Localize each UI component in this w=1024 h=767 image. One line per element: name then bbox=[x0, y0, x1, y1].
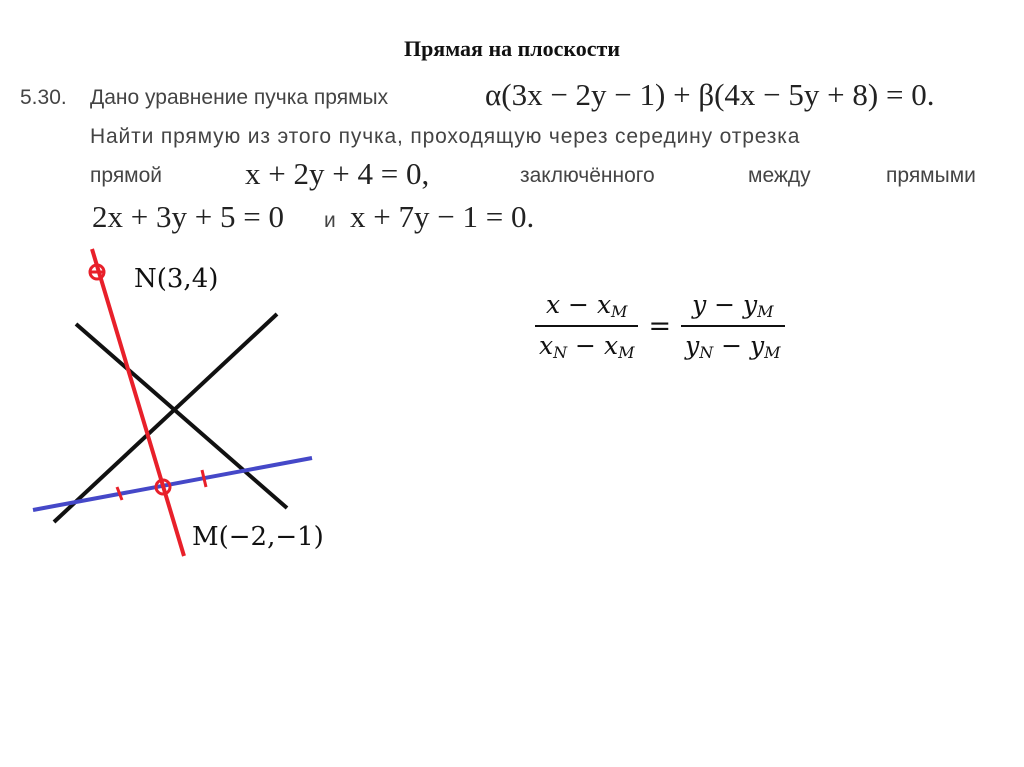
point-m-label: M(−2,−1) bbox=[192, 522, 324, 552]
left-denominator: $x_N - x_M$ bbox=[539, 331, 635, 362]
tick-mark-right bbox=[202, 470, 206, 487]
pencil-equation: α(3x − 2y − 1) + β(4x − 5y + 8) = 0. bbox=[485, 77, 935, 112]
problem-text-word-between: между bbox=[748, 164, 811, 187]
problem-text-line1: Дано уравнение пучка прямых bbox=[90, 86, 389, 109]
line-through-two-points-formula bbox=[535, 290, 785, 362]
point-n-label: N(3,4) bbox=[134, 264, 219, 294]
right-fraction bbox=[681, 290, 784, 362]
bound-line1-equation: 2x + 3y + 5 = 0 bbox=[92, 199, 284, 234]
blue-segment-line bbox=[33, 458, 312, 510]
right-numerator: $y - y_M$ bbox=[692, 290, 774, 321]
right-denominator: $y_N - y_M$ bbox=[685, 331, 781, 362]
problem-number: 5.30. bbox=[20, 86, 67, 109]
bound-line2-equation: x + 7y − 1 = 0. bbox=[350, 199, 535, 234]
red-result-line bbox=[92, 249, 184, 556]
problem-text-line2: Найти прямую из этого пучка, проходящую через середину отрезка bbox=[90, 125, 801, 148]
problem-text-word-lines: прямыми bbox=[886, 164, 976, 187]
problem-text-word-line: прямой bbox=[90, 164, 163, 187]
problem-text-word-enclosed: заключённого bbox=[520, 164, 655, 187]
fraction-bar-right bbox=[681, 325, 784, 327]
equals-sign: = bbox=[648, 310, 672, 342]
fraction-bar-left bbox=[535, 325, 638, 327]
slide-title: Прямая на плоскости bbox=[403, 36, 621, 61]
and-word: и bbox=[324, 209, 336, 232]
segment-line-equation: x + 2y + 4 = 0, bbox=[245, 156, 430, 191]
left-numerator: $x - x_M$ bbox=[546, 290, 628, 321]
left-fraction bbox=[535, 290, 638, 362]
